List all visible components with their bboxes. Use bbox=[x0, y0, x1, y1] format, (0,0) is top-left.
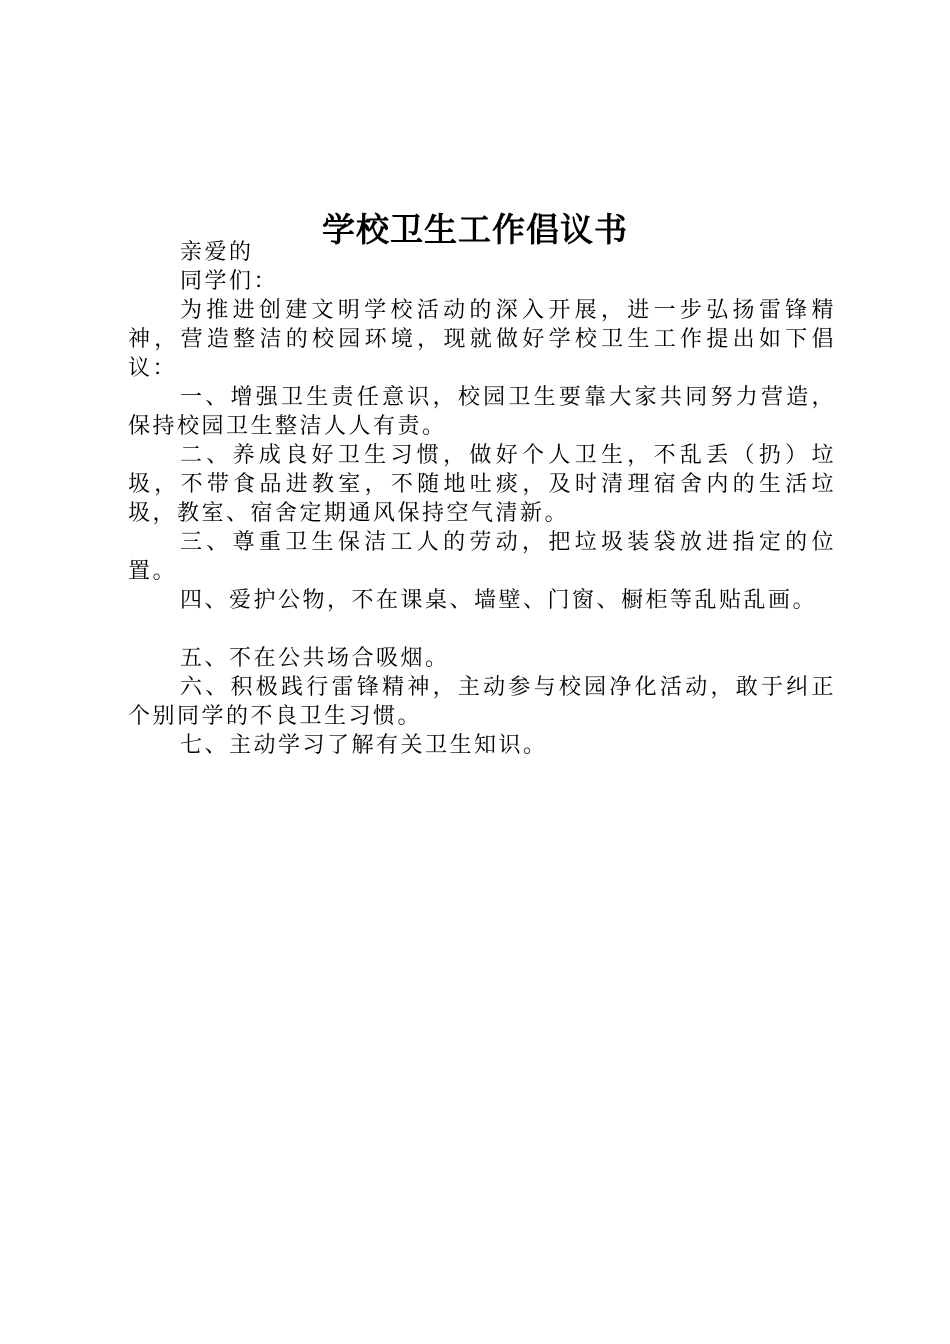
proposal-item-4: 四、爱护公物，不在课桌、墙壁、门窗、橱柜等乱贴乱画。 bbox=[180, 588, 818, 613]
proposal-item-1: 一、增强卫生责任意识，校园卫生要靠大家共同努力营造，保持校园卫生整洁人人有责。 bbox=[128, 385, 836, 439]
document-title: 学校卫生工作倡议书 bbox=[322, 210, 628, 250]
salutation-line-2: 同学们： bbox=[180, 269, 279, 294]
document-body bbox=[128, 238, 836, 760]
intro-paragraph: 为推进创建文明学校活动的深入开展，进一步弘扬雷锋精神，营造整洁的校园环境，现就做好学校卫生工作提出如下倡议： bbox=[128, 298, 836, 381]
proposal-item-5: 五、不在公共场合吸烟。 bbox=[180, 646, 450, 671]
salutation-line-1: 亲爱的 bbox=[180, 240, 254, 265]
proposal-item-7: 七、主动学习了解有关卫生知识。 bbox=[180, 733, 548, 758]
proposal-item-3: 三、尊重卫生保洁工人的劳动，把垃圾装袋放进指定的位置。 bbox=[128, 530, 836, 584]
proposal-item-6: 六、积极践行雷锋精神，主动参与校园净化活动，敢于纠正个别同学的不良卫生习惯。 bbox=[128, 675, 836, 729]
proposal-item-2: 二、养成良好卫生习惯，做好个人卫生，不乱丢（扔）垃圾，不带食品进教室，不随地吐痰，及时清理宿舍内的生活垃圾，教室、宿舍定期通风保持空气清新。 bbox=[128, 443, 836, 526]
